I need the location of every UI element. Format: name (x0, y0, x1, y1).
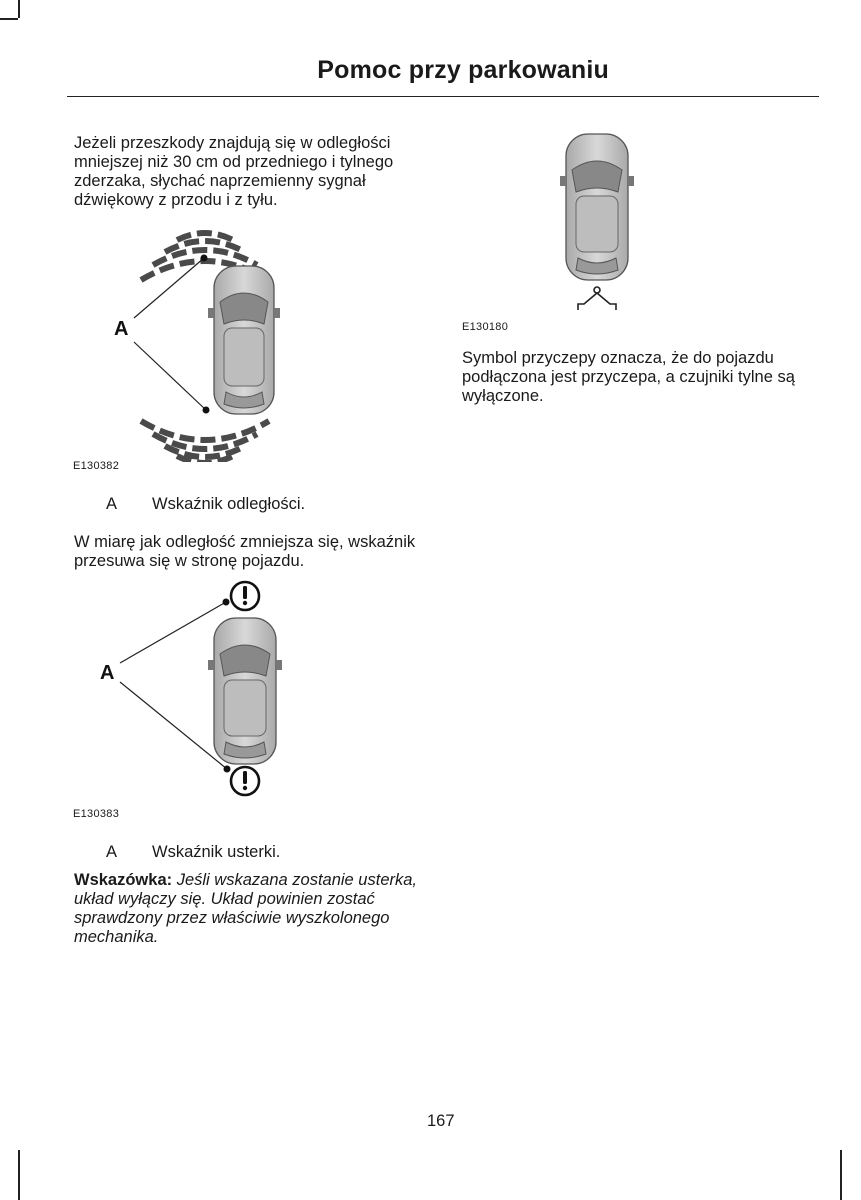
trailer-hitch-icon (578, 287, 616, 310)
car-top-view-icon (208, 618, 282, 764)
crop-mark (0, 18, 18, 20)
fault-warning-icon (231, 582, 259, 610)
legend-text: Wskaźnik usterki. (152, 843, 281, 861)
crop-mark (840, 1150, 842, 1200)
legend-key: A (106, 495, 118, 513)
note-text: Jeśli wskazana zostanie usterka, układ wyłączy się. Układ powinien zostać sprawdzony przez właściwie wyszkolonego mechanika. (74, 871, 417, 946)
figure-trailer-symbol (556, 132, 636, 317)
car-top-view-icon (208, 266, 280, 414)
page-number: 167 (427, 1112, 455, 1130)
note-label: Wskazówka: (74, 871, 173, 889)
paragraph-trailer-symbol: Symbol przyczepy oznacza, że do pojazdu podłączona jest przyczepa, a czujniki tylne są wyłączone. (462, 349, 795, 405)
paragraph-indicator-moves: W miarę jak odległość zmniejsza się, wskaźnik przesuwa się w stronę pojazdu. (74, 533, 416, 570)
legend-key: A (106, 843, 118, 861)
figure-distance-indicator (100, 212, 310, 462)
rear-sensor-arcs (141, 421, 269, 462)
crop-mark (18, 1150, 20, 1200)
figure-code: E130383 (73, 808, 120, 820)
figure-callout-label: A (114, 318, 129, 340)
page-title: Pomoc przy parkowaniu (317, 56, 609, 84)
paragraph-alternating-signal: Jeżeli przeszkody znajdują się w odległości mniejszej niż 30 cm od przedniego i tylnego zderzaka, słychać naprzemienny sygnał dźwiękowy z przodu i z tyłu. (74, 134, 394, 209)
figure-fault-indicator (90, 578, 290, 803)
note-paragraph (74, 871, 430, 947)
header-rule (67, 96, 819, 97)
fault-warning-icon (231, 767, 259, 795)
figure-callout-label: A (100, 662, 115, 684)
figure-code: E130180 (462, 321, 509, 333)
crop-mark (18, 0, 20, 18)
figure-code: E130382 (73, 460, 120, 472)
legend-text: Wskaźnik odległości. (152, 495, 306, 513)
car-top-view-icon (560, 134, 634, 280)
